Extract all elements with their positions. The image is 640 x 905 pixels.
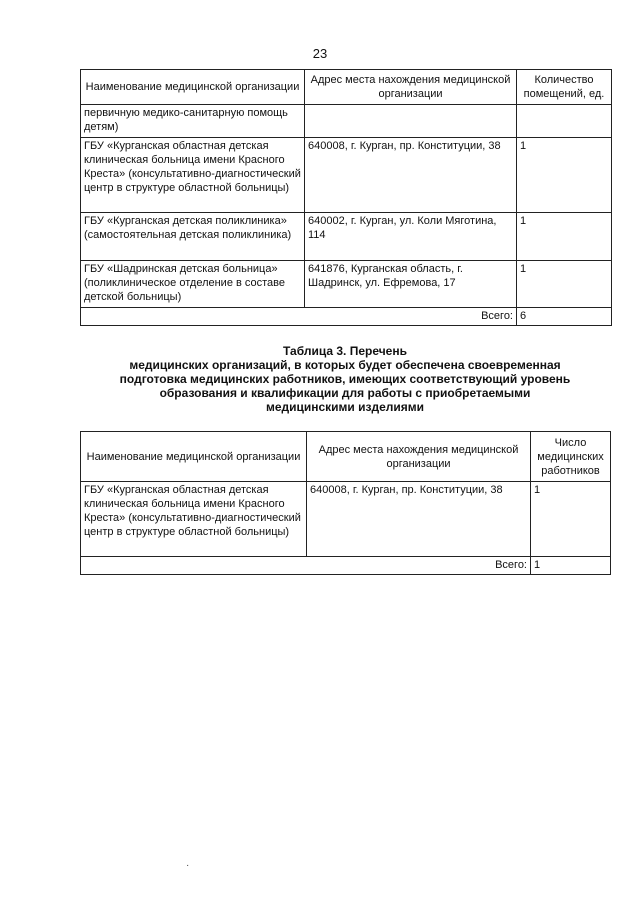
- org-name-cell: ГБУ «Курганская областная детская клиническая больница имени Красного Креста» (консультативно-диагностический центр в структуре областной больницы): [81, 482, 307, 557]
- header-staff-count: Число медицинских работников: [531, 432, 611, 482]
- caption-title: Таблица 3. Перечень: [283, 344, 407, 358]
- table-row: [81, 138, 612, 213]
- header-address: Адрес места нахождения медицинской организации: [307, 432, 531, 482]
- table-row: [81, 261, 612, 308]
- org-name-cell: ГБУ «Курганская областная детская клиническая больница имени Красного Креста» (консультативно-диагностический центр в структуре областной больницы): [81, 138, 305, 213]
- page-number: 23: [312, 46, 328, 61]
- header-address: Адрес места нахождения медицинской организации: [305, 70, 517, 105]
- count-cell: 1: [517, 213, 612, 261]
- organizations-staff-table: [80, 431, 611, 575]
- table-row: [81, 213, 612, 261]
- count-cell: [517, 105, 612, 138]
- total-row: [81, 557, 611, 575]
- address-cell: [305, 105, 517, 138]
- address-cell: 640002, г. Курган, ул. Коли Мяготина, 114: [305, 213, 517, 261]
- address-cell: 640008, г. Курган, пр. Конституции, 38: [305, 138, 517, 213]
- address-cell: 641876, Курганская область, г. Шадринск, ул. Ефремова, 17: [305, 261, 517, 308]
- count-cell: 1: [531, 482, 611, 557]
- org-name-cell: первичную медико-санитарную помощь детям): [81, 105, 305, 138]
- count-cell: 1: [517, 261, 612, 308]
- header-org-name: Наименование медицинской организации: [81, 432, 307, 482]
- org-name-cell: ГБУ «Курганская детская поликлиника» (самостоятельная детская поликлиника): [81, 213, 305, 261]
- table-header-row: [81, 70, 612, 105]
- caption-line: образования и квалификации для работы с приобретаемыми: [159, 386, 531, 400]
- table-header-row: [81, 432, 611, 482]
- org-name-cell: ГБУ «Шадринская детская больница» (поликлиническое отделение в составе детской больницы): [81, 261, 305, 308]
- total-label: Всего:: [81, 557, 531, 575]
- organizations-premises-table: [80, 69, 612, 326]
- caption-line: медицинских организаций, в которых будет обеспечена своевременная: [129, 358, 561, 372]
- total-label: Всего:: [81, 308, 517, 326]
- scan-mark: ·: [186, 860, 190, 871]
- header-count: Количество помещений, ед.: [517, 70, 612, 105]
- table-row: [81, 105, 612, 138]
- total-row: [81, 308, 612, 326]
- total-value: 1: [531, 557, 611, 575]
- caption-line: медицинскими изделиями: [265, 400, 425, 414]
- table-row: [81, 482, 611, 557]
- table-3-caption: [80, 344, 610, 414]
- count-cell: 1: [517, 138, 612, 213]
- total-value: 6: [517, 308, 612, 326]
- address-cell: 640008, г. Курган, пр. Конституции, 38: [307, 482, 531, 557]
- caption-line: подготовка медицинских работников, имеющих соответствующий уровень: [119, 372, 571, 386]
- header-org-name: Наименование медицинской организации: [81, 70, 305, 105]
